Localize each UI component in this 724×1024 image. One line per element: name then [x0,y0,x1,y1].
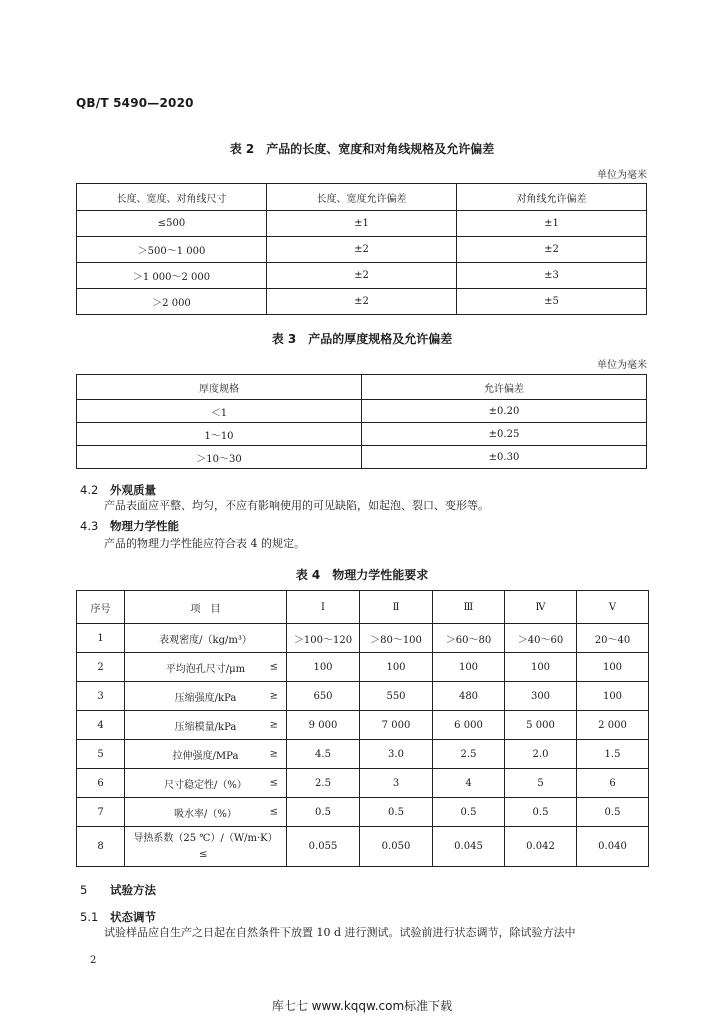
table-cell: 3 [360,769,433,798]
table-row [77,211,647,237]
table-cell: 650 [287,682,360,711]
item-name [125,827,287,867]
table3-header: 厚度规格 [77,375,362,400]
item-label: 尺寸稳定性/（%） [164,779,247,791]
item-label: 导热系数（25 ℃）/（W/m·K） [133,832,278,844]
table2-unit: 单位为毫米 [597,170,647,181]
table-cell: 0.042 [505,827,577,867]
row-number: 2 [77,653,125,682]
table-cell: 1.5 [577,740,649,769]
table-cell: 0.5 [505,798,577,827]
document-code: QB/T 5490—2020 [76,96,194,110]
item-label: 压缩强度/kPa [174,692,237,704]
table3 [76,374,647,469]
row-number: 7 [77,798,125,827]
table-row [77,653,649,682]
table2 [76,183,647,315]
table-cell: ＞40～60 [505,624,577,653]
table4-header: Ⅰ [287,591,360,624]
section-5-1-heading [80,909,156,925]
table-row [77,827,649,867]
section-title: 状态调节 [110,910,156,924]
section-title: 外观质量 [110,483,156,497]
table-cell: 2.0 [505,740,577,769]
item-label: 平均泡孔尺寸/μm [165,663,246,675]
table-cell: ±2 [267,237,457,263]
table-cell: ±2 [267,263,457,289]
item-label: 拉伸强度/MPa [172,750,239,762]
table-cell: 3.0 [360,740,433,769]
section-number: 5.1 [80,910,99,924]
table2-header: 长度、宽度允许偏差 [267,184,457,211]
table4-caption: 表 4 物理力学性能要求 [295,568,429,582]
table-cell: 550 [360,682,433,711]
table-row [77,711,649,740]
table-row [77,400,647,423]
table-row [77,263,647,289]
table-cell: ±0.20 [362,400,647,423]
row-number: 6 [77,769,125,798]
table-row [77,446,647,469]
table4-header: Ⅴ [577,591,649,624]
row-number: 1 [77,624,125,653]
table-cell: 1～10 [77,423,362,446]
table4-header: Ⅳ [505,591,577,624]
table-cell: ＞500～1 000 [77,237,267,263]
table-row [77,289,647,315]
page-number: 2 [90,955,97,966]
table4-header: 项 目 [125,591,287,624]
section-4-3-text: 产品的物理力学性能应符合表 4 的规定。 [104,537,305,550]
table-cell: ＞1 000～2 000 [77,263,267,289]
item-label: 表观密度/（kg/m³） [159,634,252,646]
table-cell: 0.5 [287,798,360,827]
table-row [77,769,649,798]
table-cell: 480 [433,682,505,711]
table-cell: 0.045 [433,827,505,867]
table-cell: 2 000 [577,711,649,740]
table-cell: 100 [433,653,505,682]
row-number: 8 [77,827,125,867]
row-number: 3 [77,682,125,711]
comparison-symbol: ≥ [269,748,278,760]
table2-caption: 表 2 产品的长度、宽度和对角线规格及允许偏差 [229,142,495,156]
table-cell: ＞10～30 [77,446,362,469]
table-cell: 0.5 [577,798,649,827]
table-cell: ＜1 [77,400,362,423]
table-cell: 100 [505,653,577,682]
table-cell: 4.5 [287,740,360,769]
table-cell: 2.5 [287,769,360,798]
item-name [125,798,287,827]
table-cell: 5 000 [505,711,577,740]
table-cell: 0.040 [577,827,649,867]
item-name [125,653,287,682]
table-cell: 6 000 [433,711,505,740]
table-cell: 0.5 [360,798,433,827]
table-cell: ≤500 [77,211,267,237]
table2-header-row [77,184,647,211]
table4-header: Ⅱ [360,591,433,624]
table-row [77,740,649,769]
section-number: 4.2 [80,483,99,497]
table2-header: 对角线允许偏差 [457,184,647,211]
section-title: 试验方法 [110,883,156,897]
table-cell: 100 [360,653,433,682]
table-cell: 7 000 [360,711,433,740]
table-cell: 300 [505,682,577,711]
item-name [125,682,287,711]
table3-header: 允许偏差 [362,375,647,400]
table-cell: ±2 [457,237,647,263]
item-name [125,740,287,769]
table-cell: ＞100～120 [287,624,360,653]
table-cell: ±3 [457,263,647,289]
table-cell: ±0.25 [362,423,647,446]
table-cell: ＞60～80 [433,624,505,653]
table-cell: 100 [287,653,360,682]
row-number: 5 [77,740,125,769]
table3-header-row [77,375,647,400]
table-cell: ±2 [267,289,457,315]
row-number: 4 [77,711,125,740]
footer-watermark: 库七七 www.kqqw.com标准下载 [271,999,453,1013]
table-cell: 20～40 [577,624,649,653]
table4-header-row [77,591,649,624]
comparison-symbol: ≤ [199,848,208,860]
comparison-symbol: ≤ [269,806,278,818]
table-cell: 4 [433,769,505,798]
table-cell: ±1 [457,211,647,237]
table-cell: 6 [577,769,649,798]
section-4-2-text: 产品表面应平整、均匀，不应有影响使用的可见缺陷，如起泡、裂口、变形等。 [104,499,489,512]
section-4-2-heading [80,482,156,498]
table4-header: 序号 [77,591,125,624]
table-cell: ±0.30 [362,446,647,469]
comparison-symbol: ≥ [269,719,278,731]
table2-header: 长度、宽度、对角线尺寸 [77,184,267,211]
table-row [77,798,649,827]
table4 [76,590,649,867]
section-5-1-text: 试验样品应自生产之日起在自然条件下放置 10 d 进行测试。试验前进行状态调节，除试验方法中 [104,926,576,939]
table-cell: 9 000 [287,711,360,740]
table-cell: 2.5 [433,740,505,769]
comparison-symbol: ≥ [269,690,278,702]
table-cell: ±5 [457,289,647,315]
table-cell: ＞2 000 [77,289,267,315]
comparison-symbol: ≤ [269,661,278,673]
item-name [125,711,287,740]
section-number: 5 [80,883,88,897]
section-title: 物理力学性能 [110,519,179,533]
item-label: 吸水率/（%） [174,808,237,820]
comparison-symbol: ≤ [269,777,278,789]
table3-unit: 单位为毫米 [597,360,647,371]
table3-caption: 表 3 产品的厚度规格及允许偏差 [271,332,453,346]
table-row [77,423,647,446]
item-name [125,624,287,653]
table-row [77,682,649,711]
table-cell: ＞80～100 [360,624,433,653]
section-number: 4.3 [80,519,99,533]
section-5-heading [80,882,156,898]
table4-header: Ⅲ [433,591,505,624]
table-row [77,624,649,653]
table-row [77,237,647,263]
section-4-3-heading [80,518,179,534]
table-cell: 0.050 [360,827,433,867]
item-label: 压缩模量/kPa [174,721,237,733]
table-cell: 0.055 [287,827,360,867]
table-cell: 5 [505,769,577,798]
table-cell: ±1 [267,211,457,237]
table-cell: 100 [577,682,649,711]
table-cell: 0.5 [433,798,505,827]
item-name [125,769,287,798]
table-cell: 100 [577,653,649,682]
